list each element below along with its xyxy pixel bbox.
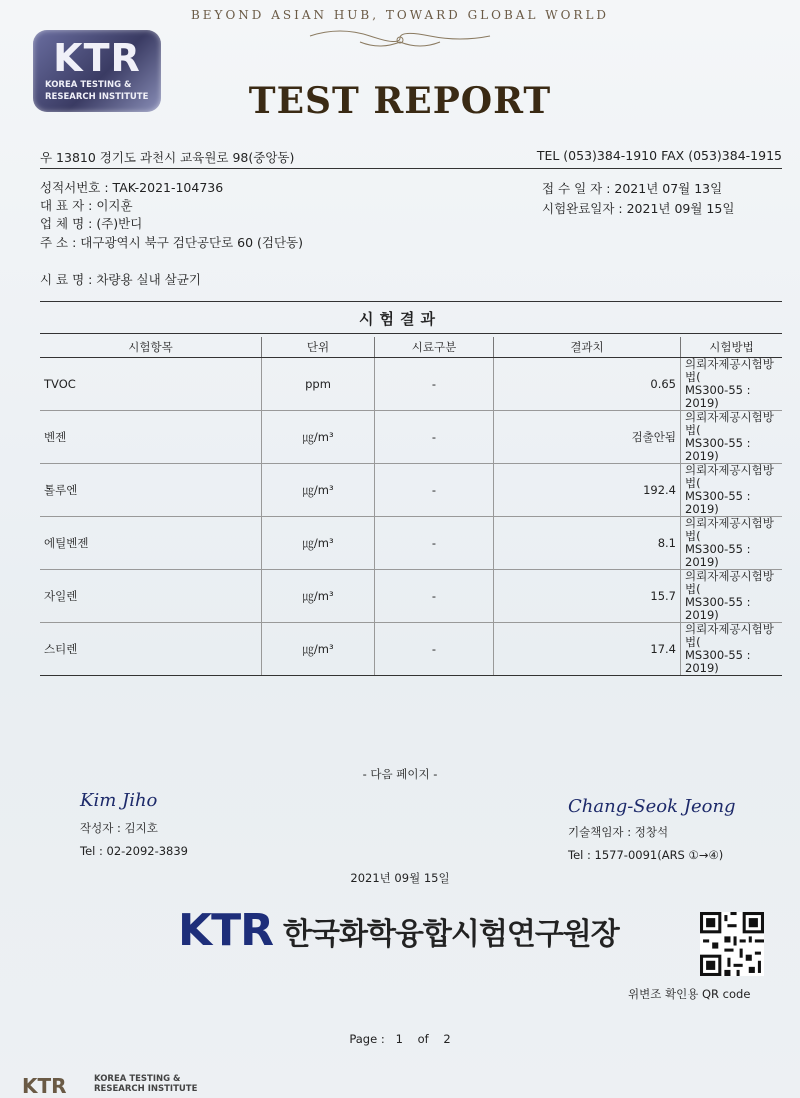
lab-contact: TEL (053)384-1910 FAX (053)384-1915: [536, 148, 782, 163]
address-line: [40, 148, 782, 166]
tech-tel: Tel : 1577-0091(ARS ①→④): [568, 848, 724, 862]
qr-code-icon[interactable]: [700, 912, 764, 976]
method-cell: [681, 411, 783, 464]
method-cell: [681, 464, 783, 517]
divider: [40, 168, 782, 169]
company-address-row: [40, 233, 303, 251]
company: (주)반디: [96, 216, 143, 231]
brand-abbr: KTR: [178, 905, 273, 956]
method-line1: 의뢰자제공시험방법(: [685, 463, 774, 490]
report-no-label: 성적서번호 :: [40, 180, 113, 195]
unit-cell: ㎍/m³: [262, 623, 375, 676]
method-line1: 의뢰자제공시험방법(: [685, 516, 774, 543]
item-cell: TVOC: [40, 358, 262, 411]
sample-name: 차량용 실내 살균기: [96, 272, 201, 287]
table-row: [40, 358, 782, 411]
division-cell: -: [375, 623, 494, 676]
tech-manager: 기술책임자 : 정창석: [568, 825, 669, 839]
institute-brand: [178, 905, 619, 956]
division-cell: -: [375, 411, 494, 464]
received-date: 2021년 07월 13일: [614, 181, 723, 196]
method-line2: MS300-55 : 2019): [685, 595, 751, 622]
brand-name: 한국화학융합시험연구원장: [283, 916, 619, 952]
result-cell: 17.4: [494, 623, 681, 676]
result-cell: 0.65: [494, 358, 681, 411]
division-cell: -: [375, 358, 494, 411]
logo-line1: KOREA TESTING &: [45, 80, 132, 90]
rep-label: 대 표 자 :: [40, 198, 97, 213]
next-page-note: - 다음 페이지 -: [362, 767, 438, 781]
result-cell: 192.4: [494, 464, 681, 517]
unit-cell: ㎍/m³: [262, 411, 375, 464]
report-no: TAK-2021-104736: [112, 180, 224, 195]
issue-date: 2021년 09월 15일: [350, 871, 450, 885]
logo-line2: RESEARCH INSTITUTE: [45, 92, 149, 102]
report-title: TEST REPORT: [248, 80, 552, 122]
sample-row: [40, 270, 201, 288]
footer-line2: RESEARCH INSTITUTE: [94, 1084, 198, 1094]
method-cell: [681, 517, 783, 570]
footer-line1: KOREA TESTING &: [94, 1074, 181, 1084]
footer-logo-abbr: KTR: [22, 1074, 67, 1098]
method-cell: [681, 570, 783, 623]
result-cell: 8.1: [494, 517, 681, 570]
ornament-icon: [300, 24, 500, 52]
method-line2: MS300-55 : 2019): [685, 436, 751, 463]
method-line2: MS300-55 : 2019): [685, 542, 751, 569]
table-row: [40, 623, 782, 676]
logo-abbr: KTR: [53, 36, 141, 80]
table-row: [40, 517, 782, 570]
author-tel: Tel : 02-2092-3839: [80, 844, 188, 858]
unit-cell: ㎍/m³: [262, 570, 375, 623]
unit-cell: ppm: [262, 358, 375, 411]
completed-date: 2021년 09월 15일: [626, 201, 735, 216]
table-row: [40, 411, 782, 464]
company-label: 업 체 명 :: [40, 216, 97, 231]
divider: [40, 333, 782, 334]
divider: [40, 301, 782, 302]
col-header: 시험방법: [681, 337, 783, 358]
item-cell: 톨루엔: [40, 464, 262, 517]
method-line1: 의뢰자제공시험방법(: [685, 410, 774, 437]
completed-label: 시험완료일자 :: [542, 201, 627, 216]
footer-logo-text: [94, 1074, 197, 1094]
address-label: 주 소 :: [40, 235, 81, 250]
method-cell: [681, 358, 783, 411]
received-label: 접 수 일 자 :: [542, 181, 615, 196]
result-cell: 검출안됨: [494, 411, 681, 464]
method-line2: MS300-55 : 2019): [685, 489, 751, 516]
qr-label: 위변조 확인용 QR code: [628, 987, 751, 1001]
division-cell: -: [375, 570, 494, 623]
table-header-row: [40, 337, 782, 358]
report-no-row: [40, 178, 223, 196]
method-line1: 의뢰자제공시험방법(: [685, 622, 774, 649]
item-cell: 벤젠: [40, 411, 262, 464]
method-line2: MS300-55 : 2019): [685, 648, 751, 675]
table-row: [40, 464, 782, 517]
item-cell: 스티렌: [40, 623, 262, 676]
rep-row: [40, 196, 133, 214]
page-info: Page : 1 of 2: [349, 1032, 451, 1046]
item-cell: 자일렌: [40, 570, 262, 623]
company-row: [40, 214, 142, 232]
unit-cell: ㎍/m³: [262, 464, 375, 517]
author-name: 작성자 : 김지호: [80, 821, 158, 835]
lab-address: 우 13810 경기도 과천시 교육원로 98(중앙동): [40, 150, 295, 165]
author-signature: Kim Jiho: [80, 790, 158, 811]
unit-cell: ㎍/m³: [262, 517, 375, 570]
col-header: 시료구분: [375, 337, 494, 358]
method-line2: MS300-55 : 2019): [685, 383, 751, 410]
results-table: [40, 337, 782, 676]
completed-row: [542, 199, 734, 217]
col-header: 결과치: [494, 337, 681, 358]
received-row: [542, 179, 722, 197]
col-header: 단위: [262, 337, 375, 358]
result-cell: 15.7: [494, 570, 681, 623]
division-cell: -: [375, 517, 494, 570]
table-row: [40, 570, 782, 623]
header-tagline: BEYOND ASIAN HUB, TOWARD GLOBAL WORLD: [190, 8, 610, 22]
method-line1: 의뢰자제공시험방법(: [685, 357, 774, 384]
item-cell: 에틸벤젠: [40, 517, 262, 570]
method-cell: [681, 623, 783, 676]
division-cell: -: [375, 464, 494, 517]
method-line1: 의뢰자제공시험방법(: [685, 569, 774, 596]
results-title: 시험결과: [359, 310, 441, 328]
company-address: 대구광역시 북구 검단공단로 60 (검단동): [80, 235, 303, 250]
rep: 이지훈: [96, 198, 133, 213]
sample-label: 시 료 명 :: [40, 272, 97, 287]
tech-signature: Chang-Seok Jeong: [568, 796, 736, 817]
col-header: 시험항목: [40, 337, 262, 358]
